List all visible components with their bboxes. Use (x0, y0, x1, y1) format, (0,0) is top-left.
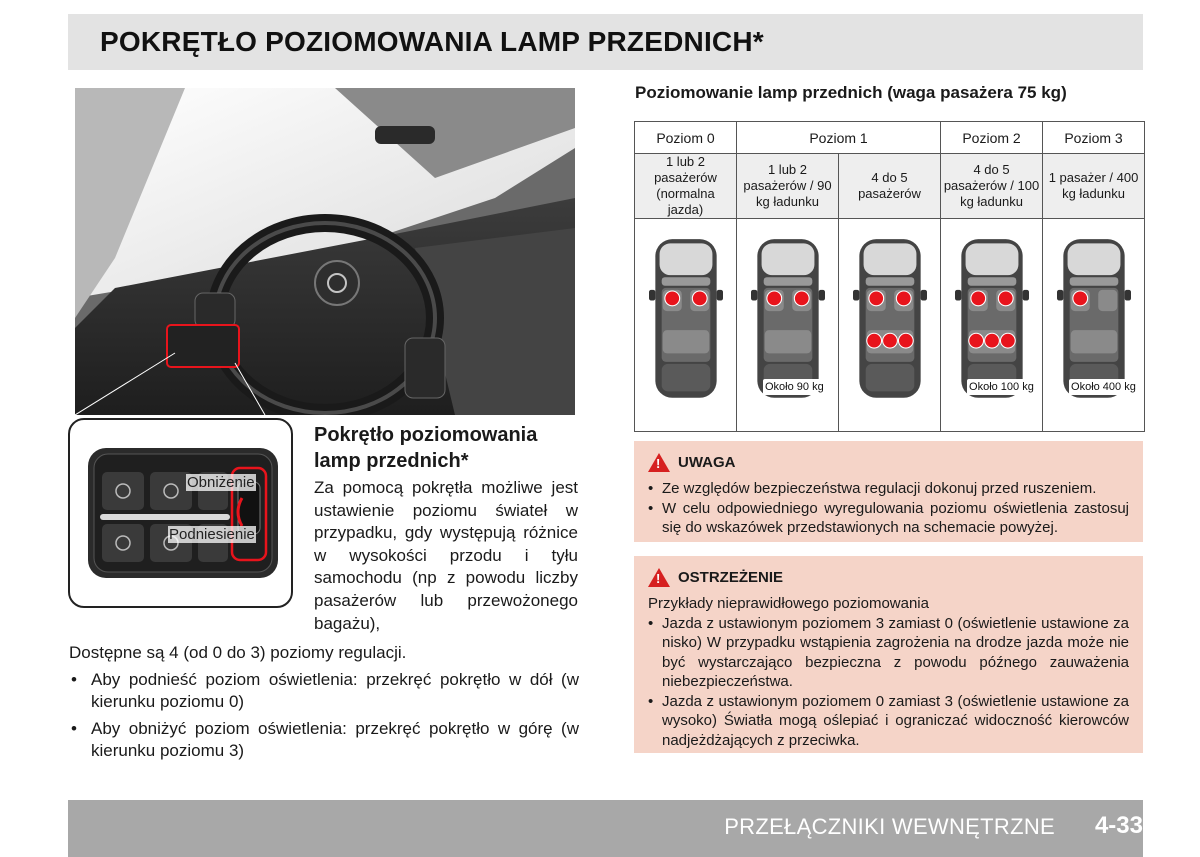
label-down: Obniżenie (187, 474, 255, 491)
load-cell: 4 do 5 pasażerów (839, 154, 941, 219)
weight-label: Około 100 kg (969, 381, 1034, 393)
weight-label: Około 90 kg (765, 381, 824, 393)
caution-item: • Ze względów bezpieczeństwa regulacji dokonuj przed ruszeniem. (648, 479, 1129, 499)
header-level-1: Poziom 1 (737, 122, 941, 154)
warning-item: • Jazda z ustawionym poziomem 0 zamiast 3 (oświetlenie ustawione za wysoko) Światła mogą oślepiać i ograniczać widoczność kierowców nadjeżdżających z przeciwka. (648, 692, 1129, 751)
car-top-view (751, 237, 825, 401)
occupied-seat-marker (971, 291, 986, 306)
warning-triangle-icon (648, 568, 670, 587)
section-name: PRZEŁĄCZNIKI WEWNĘTRZNE (724, 814, 1055, 839)
occupied-seat-marker (794, 291, 809, 306)
car-top-view (955, 237, 1029, 401)
occupied-seat-marker (869, 291, 884, 306)
dashboard-photo (75, 88, 575, 415)
warning-box (634, 556, 1143, 753)
occupied-seat-marker (883, 333, 898, 348)
occupied-seat-marker (767, 291, 782, 306)
car-diagram (737, 219, 838, 431)
car-top-view (1057, 237, 1131, 401)
title-bar (68, 14, 1143, 70)
dial-description: Za pomocą pokrętła możliwe jest ustawienie poziomu świateł w przypadku, gdy występują różnice w wysokości przodu i tyłu samochodu (np z powodu liczby pasażerów lub przewożonego bagażu), (314, 478, 578, 633)
header-level-3: Poziom 3 (1043, 122, 1145, 154)
occupied-seat-marker (998, 291, 1013, 306)
table-title: Poziomowanie lamp przednich (waga pasażera 75 kg) (635, 83, 1067, 102)
occupied-seat-marker (1000, 333, 1015, 348)
occupied-seat-marker (692, 291, 707, 306)
occupied-seat-marker (896, 291, 911, 306)
header-level-0: Poziom 0 (635, 122, 737, 154)
page-number: 4-33 (1094, 812, 1143, 839)
load-cell: 1 lub 2 pasażerów (normalna jazda) (635, 154, 737, 219)
footer-bar (68, 800, 1143, 857)
warning-item: • Jazda z ustawionym poziomem 3 zamiast 0 (oświetlenie ustawione za nisko) W przypadku wstąpienia zagrożenia na drodze jazda może nie być wystarczająco bezpieczna z powodu późnego zauważenia niebezpieczeństwa. (648, 614, 1129, 692)
car-diagram (941, 219, 1042, 431)
car-top-view (853, 237, 927, 401)
warning-intro: Przykłady nieprawidłowego poziomowania (648, 595, 929, 612)
bullet-lower: • Aby obniżyć poziom oświetlenia: przekręć pokrętło w górę (w kierunku poziomu 3) (69, 718, 579, 762)
occupied-seat-marker (867, 333, 882, 348)
warning-triangle-icon (648, 453, 670, 472)
car-diagram (635, 219, 736, 431)
caution-title: UWAGA (678, 453, 736, 471)
caution-item: • W celu odpowiedniego wyregulowania poziomu oświetlenia zastosuj się do wskazówek przedstawionych na schemacie powyżej. (648, 499, 1129, 538)
warning-title: OSTRZEŻENIE (678, 568, 784, 586)
occupied-seat-marker (1073, 291, 1088, 306)
occupied-seat-marker (985, 333, 1000, 348)
weight-label: Około 400 kg (1071, 381, 1136, 393)
leveling-table (634, 121, 1145, 432)
load-cell: 4 do 5 pasażerów / 100 kg ładunku (941, 154, 1043, 219)
table-load-row (635, 154, 1145, 219)
table-diagram-row (635, 219, 1145, 432)
header-level-2: Poziom 2 (941, 122, 1043, 154)
occupied-seat-marker (665, 291, 680, 306)
load-cell: 1 lub 2 pasażerów / 90 kg ładunku (737, 154, 839, 219)
bullet-raise: • Aby podnieść poziom oświetlenia: przekręć pokrętło w dół (w kierunku poziomu 0) (69, 669, 579, 713)
car-diagram (839, 219, 940, 431)
switch-panel-inset (68, 418, 293, 608)
load-cell: 1 pasażer / 400 kg ładunku (1043, 154, 1145, 219)
caution-box (634, 441, 1143, 542)
levels-intro: Dostępne są 4 (od 0 do 3) poziomy regulacji. (69, 643, 407, 662)
occupied-seat-marker (969, 333, 984, 348)
page-title: POKRĘTŁO POZIOMOWANIA LAMP PRZEDNICH* (100, 26, 764, 57)
car-top-view (649, 237, 723, 401)
label-up: Podniesienie (169, 526, 255, 543)
occupied-seat-marker (898, 333, 913, 348)
car-diagram (1043, 219, 1144, 431)
dial-heading: Pokrętło poziomowania lamp przednich* (314, 424, 538, 472)
table-header-row (635, 122, 1145, 154)
